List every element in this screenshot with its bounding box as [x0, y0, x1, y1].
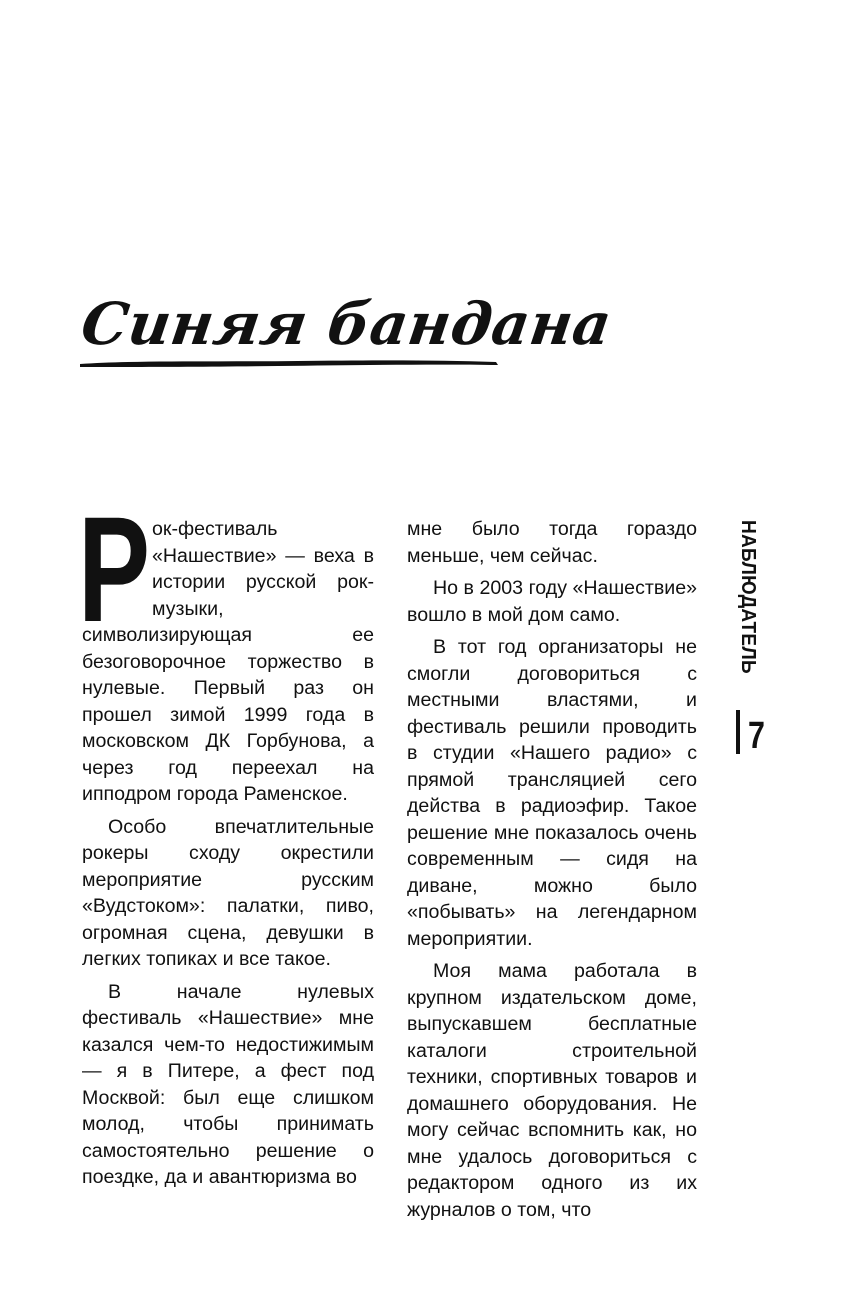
title-underline — [78, 350, 508, 380]
paragraph-3: В начале нулевых фестиваль «Нашествие» мне казался чем-то недостижимым — я в Питере, а фест под Москвой: был еще слишком молод, чтобы принимать самостоятельно решение о поездке, да и авантюризма во — [82, 980, 374, 1188]
chapter-title: Синяя бандана — [77, 290, 616, 358]
text-column-left — [78, 485, 374, 1191]
header-divider — [736, 710, 740, 754]
chapter-title-block — [77, 288, 616, 398]
paragraph-1 — [78, 485, 374, 808]
page-number: 7 — [748, 715, 765, 757]
text-column-right — [407, 516, 697, 1223]
paragraph-2: Особо впечатлительные рокеры сходу окрестили мероприятие русским «Вудстоком»: палатки, пиво, огромная сцена, девушки в легких топиках и все такое. — [82, 815, 374, 970]
paragraph-1-text: ок-фестиваль «Нашествие» — веха в истории русской рок-музыки, символизирующая ее безоговорочное торжество в нулевые. Первый раз он прошел зимой 1999 года в московском ДК Горбунова, а через год переехал на ипподром города Раменское. — [82, 518, 374, 805]
section-label: НАБЛЮДАТЕЛЬ — [736, 520, 759, 674]
running-header — [722, 520, 782, 780]
paragraph-4: Но в 2003 году «Нашествие» вошло в мой дом само. — [407, 577, 697, 626]
paragraph-3-continued: мне было тогда гораздо меньше, чем сейчас. — [407, 518, 697, 567]
drop-cap: Р — [78, 485, 151, 653]
paragraph-5: В тот год организаторы не смогли договориться с местными властями, и фестиваль решили проводить в студии «Нашего радио» с прямой трансляцией сего действа в радиоэфир. Такое решение мне показалось очень современным — сидя на диване, можно было «побывать» на легендарном мероприятии. — [407, 636, 697, 950]
paragraph-6: Моя мама работала в крупном издательском доме, выпускавшем бесплатные каталоги строительной техники, спортивных товаров и домашнего оборудования. Не могу сейчас вспомнить как, но мне удалось договориться с редактором одного из их журналов о том, что — [407, 960, 697, 1221]
